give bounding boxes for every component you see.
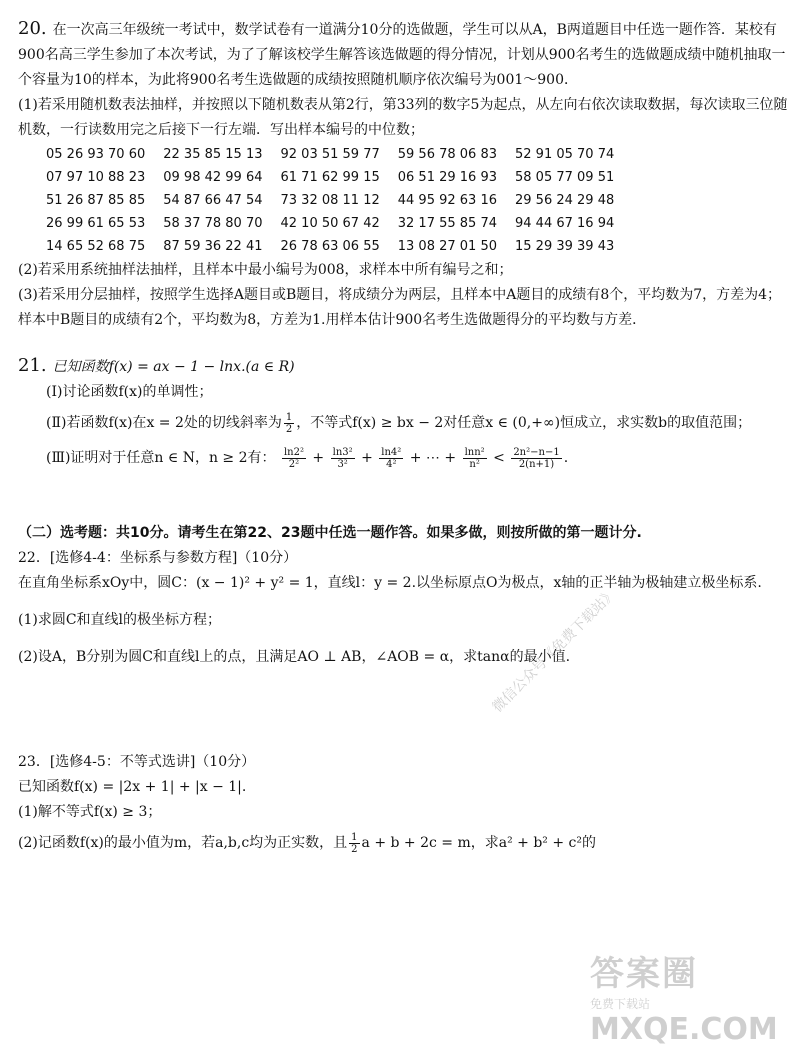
exam-page [18,16,788,856]
q21-stem: 21. 已知函数f(x) = ax − 1 − lnx.(a ∈ R) [18,355,295,376]
q20-part1: (1)若采用随机数表法抽样，并按照以下随机数表从第2行，第33列的数字5为起点，从左向右依次读取数据，每次读取三位随机数，一行读数用完之后接下一行左端．写出样本编号的中位数； [18,97,788,138]
q21-part3: (Ⅲ)证明对于任意n ∈ N，n ≥ 2有： $\frac{\text{ln2²}}{\text{2²}}$ + $\frac{\text{ln3²}}{\text{3²}}$ + $\frac{\text{ln4²}}{\text{4²}}$ + ⋯ + $\frac{\text{lnn²}}{\text{n²}}$ < $\frac{\text{2n²−n−1}}{2(n+1)}$ . [46,446,569,470]
fraction: $\frac{\text{ln2²}}{\text{2²}}$ [283,446,304,470]
question-22 [18,546,788,670]
q21-number: 21. [18,355,47,376]
fraction: $\frac{1}{2}$ [351,831,358,855]
q20-part2: (2)若采用系统抽样法抽样，且样本中最小编号为008，求样本中所有编号之和； [18,262,513,278]
fraction: $\frac{\text{2n²−n−1}}{2(n+1)}$ [513,446,560,470]
fraction: $\frac{1}{2}$ [285,411,293,435]
section-heading: （二）选考题：共10分。请考生在第22、23题中任选一题作答。如果多做，则按所做的第一题计分. [18,525,642,541]
fraction: $\frac{\text{ln3²}}{\text{3²}}$ [332,446,353,470]
table-row: 14 65 52 68 75 87 59 36 22 41 26 78 63 06 55 13 08 27 01 50 15 29 39 39 43 [46,239,615,254]
table-row: 05 26 93 70 60 22 35 85 15 13 92 03 51 59 77 59 56 78 06 83 52 91 05 70 74 [46,147,615,162]
q21-part1: (Ⅰ)讨论函数f(x)的单调性； [46,384,213,400]
q22-part2: (2)设A，B分别为圆C和直线l上的点，且满足AO ⊥ AB，∠AOB = α，求tanα的最小值. [18,649,571,665]
fraction: $\frac{\text{ln4²}}{\text{4²}}$ [381,446,402,470]
q20-number: 20. [18,18,47,39]
question-21 [18,353,788,471]
q20-intro: 20. 在一次高三年级统一考试中，数学试卷有一道满分10分的选做题，学生可以从A，B两道题目中任选一题作答．某校有900名高三学生参加了本次考试，为了了解该校学生解答该选做题的得分情况，计划从900名考生的选做题成绩中随机抽取一个容量为10的样本，为此将900名考生选做题的成绩按照随机顺序依次编号为001～900． [18,18,786,88]
table-row: 51 26 87 85 85 54 87 66 47 54 73 32 08 11 12 44 95 92 63 16 29 56 24 29 48 [46,193,615,208]
question-20 [18,16,788,333]
question-23 [18,750,788,856]
q23-part1: (1)解不等式f(x) ≥ 3； [18,804,162,820]
q23-heading: 23．[选修4-5：不等式选讲]（10分） [18,754,256,770]
site-logo: 答案圈 免费下载站 MXQE.COM [590,954,778,1047]
table-row: 07 97 10 88 23 09 98 42 99 64 61 71 62 99 15 06 51 29 16 93 58 05 77 09 51 [46,170,615,185]
watermark-text: 微信公众号《免费下载站》 [489,585,620,716]
q23-stem: 已知函数f(x) = |2x + 1| + |x − 1|. [18,779,247,795]
q23-part2: (2)记函数f(x)的最小值为m，若a,b,c均为正实数，且 $\frac{1}{2}$ a + b + 2c = m，求a² + b² + c²的 [18,831,597,855]
q22-part1: (1)求圆C和直线l的极坐标方程； [18,612,222,628]
q20-part3: (3)若采用分层抽样，按照学生选择A题目或B题目，将成绩分为两层，且样本中A题目的成绩有8个，平均数为7，方差为4；样本中B题目的成绩有2个，平均数为8，方差为1.用样本估计900名考生选做题得分的平均数与方差． [18,287,782,328]
table-row: 26 99 61 65 53 58 37 78 80 70 42 10 50 67 42 32 17 55 85 74 94 44 67 16 94 [46,216,615,231]
fraction: $\frac{\text{lnn²}}{\text{n²}}$ [464,446,485,470]
q22-stem: 在直角坐标系xOy中，圆C：(x − 1)² + y² = 1，直线l：y = 2.以坐标原点O为极点，x轴的正半轴为极轴建立极坐标系. [18,575,762,591]
random-number-table [18,143,788,258]
q21-part2: (Ⅱ)若函数f(x)在x = 2处的切线斜率为 $\frac{1}{2}$ ，不等式f(x) ≥ bx − 2对任意x ∈ (0,+∞)恒成立，求实数b的取值范围； [46,411,752,435]
q22-heading: 22．[选修4-4：坐标系与参数方程]（10分） [18,550,298,566]
